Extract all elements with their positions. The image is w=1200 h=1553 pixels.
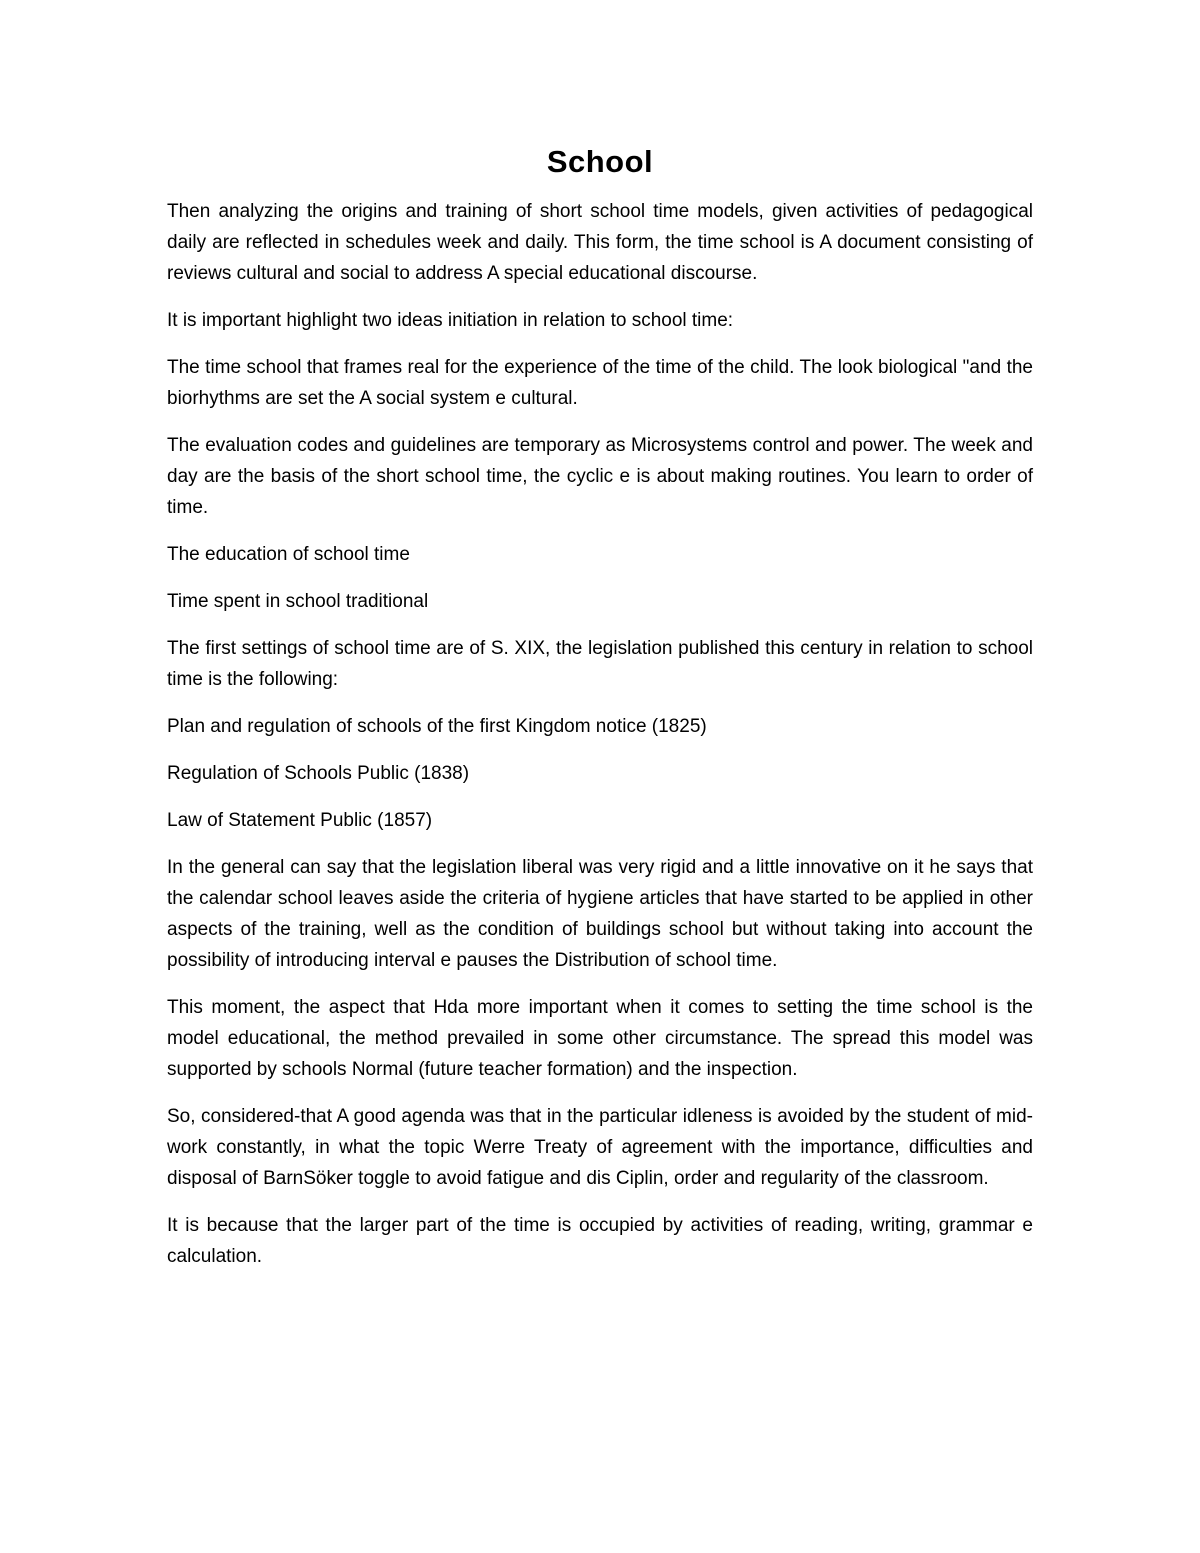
legislation-item: Regulation of Schools Public (1838): [167, 763, 470, 784]
paragraph: This moment, the aspect that Hda more important when it comes to setting the time school is the model educational, the method prevailed in some other circumstance. The spread this model was supported by schools Normal (future teacher formation) and the inspection.: [167, 997, 1033, 1080]
legislation-item: Plan and regulation of schools of the first Kingdom notice (1825): [167, 716, 707, 737]
legislation-item: Law of Statement Public (1857): [167, 810, 433, 831]
paragraph: It is because that the larger part of the time is occupied by activities of reading, writing, grammar e calculation.: [167, 1215, 1033, 1267]
paragraph: The time school that frames real for the experience of the time of the child. The look biological "and the biorhythms are set the A social system e cultural.: [167, 357, 1033, 409]
paragraph: In the general can say that the legislation liberal was very rigid and a little innovative on it he says that the calendar school leaves aside the criteria of hygiene articles that have started to be applied in other aspects of the training, well as the condition of buildings school but without taking into account the possibility of introducing interval e pauses the Distribution of school time.: [167, 857, 1033, 971]
paragraph: So, considered-that A good agenda was that in the particular idleness is avoided by the student of mid-work constantly, in what the topic Werre Treaty of agreement with the importance, difficulties and disposal of BarnSöker toggle to avoid fatigue and dis Ciplin, order and regularity of the classroom.: [167, 1106, 1033, 1189]
paragraph: The first settings of school time are of S. XIX, the legislation published this century in relation to school time is the following:: [167, 638, 1033, 690]
paragraph: The evaluation codes and guidelines are temporary as Microsystems control and power. The week and day are the basis of the short school time, the cyclic e is about making routines. You learn to order of time.: [167, 435, 1033, 518]
section-heading: Time spent in school traditional: [167, 591, 429, 612]
section-heading: The education of school time: [167, 544, 410, 565]
paragraph: It is important highlight two ideas initiation in relation to school time:: [167, 310, 734, 331]
document-title: School: [546, 144, 654, 179]
document-body: [167, 140, 1033, 1288]
paragraph: Then analyzing the origins and training of short school time models, given activities of pedagogical daily are reflected in schedules week and daily. This form, the time school is A document consisting of reviews cultural and social to address A special educational discourse.: [167, 201, 1033, 284]
